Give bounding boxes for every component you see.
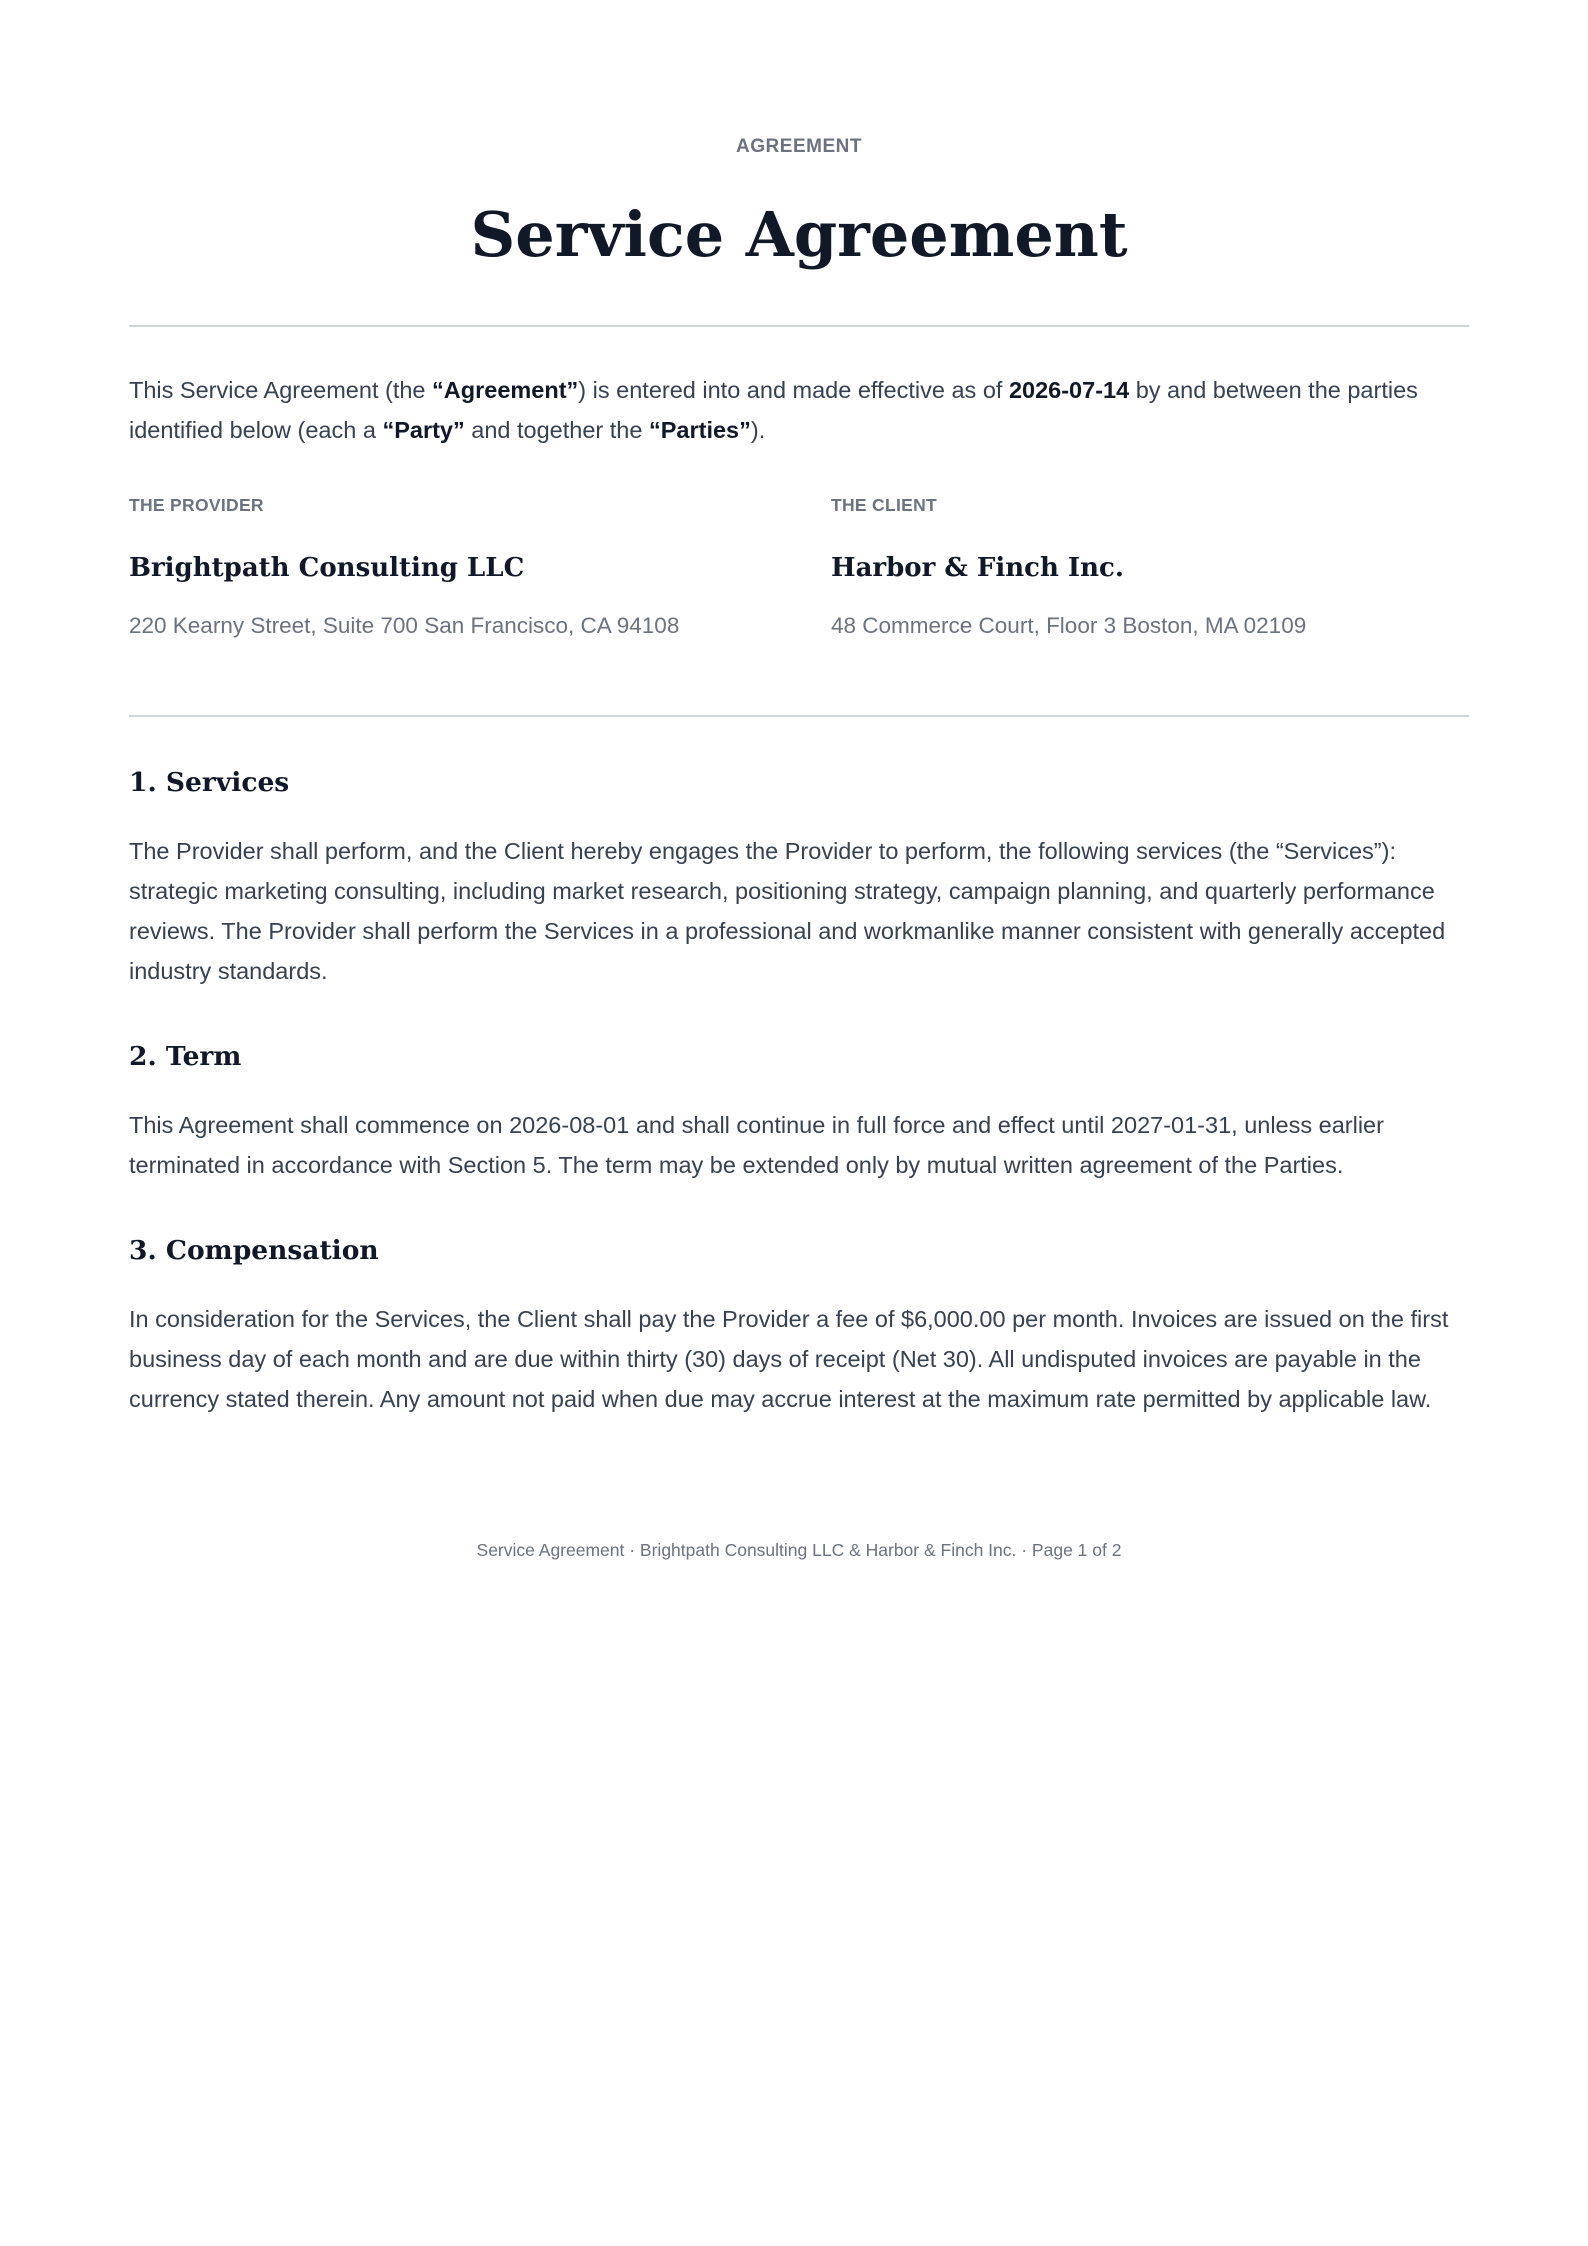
section-heading: 1. Services [129, 767, 290, 798]
document-title: Service Agreement [470, 198, 1128, 271]
intro-text-2: ) is entered into and made effective as of [578, 377, 1009, 403]
section-compensation [129, 1231, 1469, 1419]
party-defined-term: “Party” [382, 417, 465, 443]
client-name: Harbor & Finch Inc. [831, 553, 1124, 583]
section-term [129, 1037, 1469, 1185]
intro-text-5: ). [750, 417, 766, 443]
section-services [129, 763, 1469, 991]
intro-text-3: by and between the parties identified below (each a [129, 377, 1418, 443]
provider-block [129, 490, 769, 642]
parties-defined-term: “Parties” [648, 417, 751, 443]
provider-name: Brightpath Consulting LLC [129, 553, 525, 583]
title-divider [129, 325, 1469, 327]
agreement-defined-term: “Agreement” [432, 377, 579, 403]
page-footer: Service Agreement · Brightpath Consulting LLC & Harbor & Finch Inc. · Page 1 of 2 [476, 1540, 1122, 1560]
section-heading: 3. Compensation [129, 1235, 379, 1266]
provider-label: THE PROVIDER [129, 495, 264, 515]
parties-divider [129, 715, 1469, 717]
section-body: The Provider shall perform, and the Client hereby engages the Provider to perform, the following services (the “Services”): strategic marketing consulting, including market research, positioning strategy, campaign planning, and quarterly performance reviews. The Provider shall perform the Services in a professional and workmanlike manner consistent with generally accepted industry standards. [129, 838, 1446, 984]
provider-address: 220 Kearny Street, Suite 700 San Francisco, CA 94108 [129, 613, 680, 638]
document-type-label: AGREEMENT [736, 136, 862, 157]
intro-paragraph [129, 370, 1469, 450]
section-body: In consideration for the Services, the Client shall pay the Provider a fee of $6,000.00 per month. Invoices are issued on the first business day of each month and are due within thirty (30) days of receipt (Net 30). All undisputed invoices are payable in the currency stated therein. Any amount not paid when due may accrue interest at the maximum rate permitted by applicable law. [129, 1306, 1449, 1412]
client-block [831, 490, 1471, 642]
intro-text-1: This Service Agreement (the [129, 377, 433, 403]
client-address: 48 Commerce Court, Floor 3 Boston, MA 02109 [831, 613, 1307, 638]
section-heading: 2. Term [129, 1041, 242, 1072]
section-body: This Agreement shall commence on 2026-08-01 and shall continue in full force and effect until 2027-01-31, unless earlier terminated in accordance with Section 5. The term may be extended only by mutual written agreement of the Parties. [129, 1112, 1384, 1178]
client-label: THE CLIENT [831, 495, 938, 515]
effective-date: 2026-07-14 [1008, 377, 1130, 403]
intro-text-4: and together the [464, 417, 649, 443]
